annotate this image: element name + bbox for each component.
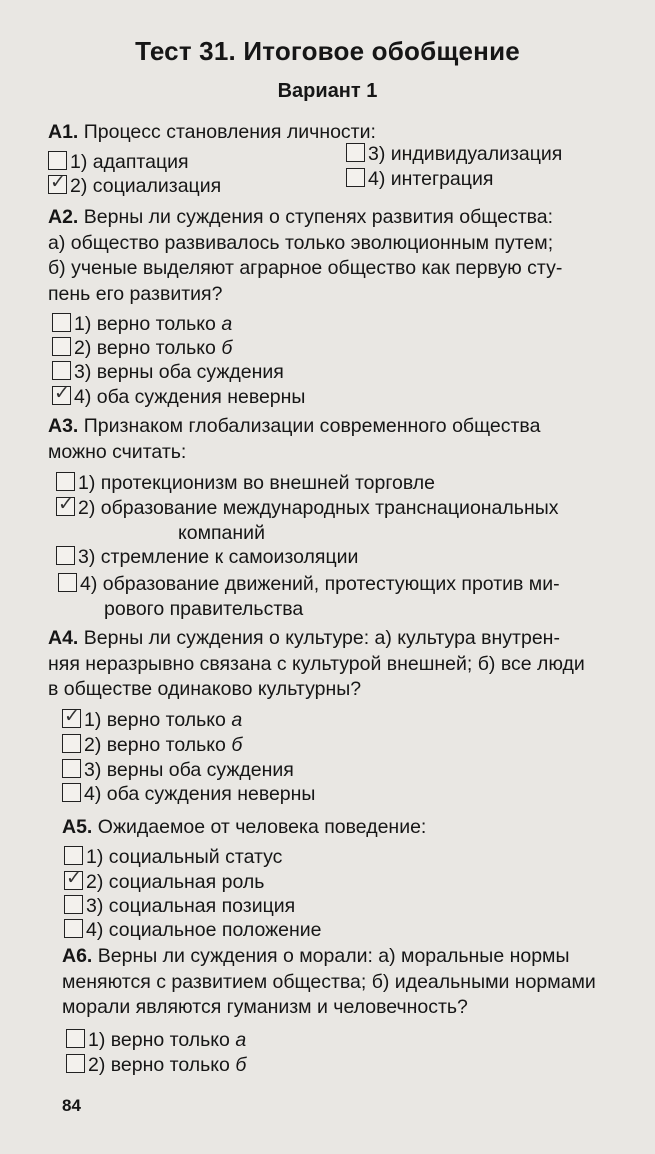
question-number: A2. (48, 206, 79, 228)
checkbox[interactable] (62, 783, 81, 802)
test-title: Тест 31. Итоговое обобщение (135, 36, 520, 66)
checkbox[interactable] (62, 759, 81, 778)
option-label: 2) верно только (84, 734, 232, 756)
question-number: A3. (48, 415, 79, 437)
option-a3-3[interactable] (56, 545, 358, 569)
option-a1-3[interactable] (346, 142, 562, 166)
option-label: 1) верно только (74, 313, 222, 335)
option-label: 3) верны оба суждения (74, 361, 284, 383)
question-number: A1. (48, 121, 79, 143)
option-a4-4[interactable] (62, 782, 315, 806)
option-label: 1) верно только (84, 709, 232, 731)
option-label: 2) верно только (88, 1054, 236, 1076)
question-a6 (62, 944, 637, 1021)
question-a3 (48, 414, 633, 465)
option-label-italic: б (221, 337, 233, 359)
question-text: меняются с развитием общества; б) идеальными нормами (62, 970, 596, 993)
option-a4-3[interactable] (62, 758, 294, 782)
option-a1-1[interactable] (48, 150, 189, 174)
option-label: 1) адаптация (70, 151, 189, 173)
option-label: 4) интеграция (368, 168, 494, 190)
option-a3-2[interactable] (56, 496, 558, 520)
option-label: 4) оба суждения неверны (74, 386, 306, 408)
option-a2-4[interactable] (52, 385, 305, 409)
checkbox[interactable] (64, 846, 83, 865)
checkbox[interactable] (52, 361, 71, 380)
option-label: 2) социализация (70, 175, 222, 197)
question-text: пень его развития? (48, 282, 223, 305)
question-number: A5. (62, 816, 93, 838)
checkbox-checked[interactable] (62, 709, 81, 728)
checkbox[interactable] (56, 546, 75, 565)
variant-label: Вариант 1 (277, 80, 378, 102)
option-a5-1[interactable] (64, 845, 282, 869)
checkbox-checked[interactable] (56, 497, 75, 516)
checkbox[interactable] (66, 1029, 85, 1048)
checkbox[interactable] (346, 168, 365, 187)
option-a4-1[interactable] (62, 708, 242, 732)
option-label: 3) социальная позиция (86, 895, 296, 917)
option-a3-2-continuation: компаний (178, 522, 265, 544)
option-a2-3[interactable] (52, 360, 284, 384)
option-label-italic: б (231, 734, 243, 756)
option-label: 3) верны оба суждения (84, 759, 294, 781)
checkbox[interactable] (62, 734, 81, 753)
option-label-italic: б (235, 1054, 247, 1076)
option-a5-3[interactable] (64, 894, 295, 918)
option-label-italic: а (221, 313, 233, 335)
checkbox[interactable] (52, 337, 71, 356)
question-text: морали являются гуманизм и человечность? (62, 996, 468, 1018)
option-a5-2[interactable] (64, 870, 264, 894)
question-text: в обществе одинаково культурны? (48, 678, 362, 700)
option-a2-1[interactable] (52, 312, 232, 336)
option-label: 4) социальное положение (86, 919, 322, 941)
checkbox[interactable] (346, 143, 365, 162)
option-label: 4) образование движений, протестующих против ми- (80, 573, 560, 595)
option-a3-4-continuation: рового правительства (104, 598, 304, 620)
checkbox[interactable] (48, 151, 67, 170)
option-a3-1[interactable] (56, 471, 435, 495)
question-text: Процесс становления личности: (78, 121, 376, 143)
option-label: 3) индивидуализация (368, 143, 563, 165)
page-number: 84 (62, 1096, 81, 1115)
checkbox[interactable] (64, 919, 83, 938)
question-number: A4. (48, 627, 79, 649)
checkbox-checked[interactable] (52, 386, 71, 405)
question-a5 (62, 815, 647, 841)
question-text: Ожидаемое от человека поведение: (92, 816, 427, 838)
option-label: 1) верно только (88, 1029, 236, 1051)
option-a2-2[interactable] (52, 336, 232, 360)
option-label: 3) стремление к самоизоляции (78, 546, 359, 568)
option-label: 1) социальный статус (86, 846, 283, 868)
option-a6-2[interactable] (66, 1053, 246, 1077)
question-a2 (48, 205, 633, 307)
option-label: 1) протекционизм во внешней торговле (78, 472, 436, 494)
option-a4-2[interactable] (62, 733, 242, 757)
checkbox[interactable] (66, 1054, 85, 1073)
checkbox-checked[interactable] (64, 871, 83, 890)
question-text: Верны ли суждения о культуре: а) культура внутрен- (78, 627, 560, 649)
option-a1-2[interactable] (48, 174, 221, 198)
checkbox[interactable] (56, 472, 75, 491)
option-a6-1[interactable] (66, 1028, 246, 1052)
option-a3-4[interactable] (58, 572, 560, 596)
option-label-italic: а (235, 1029, 247, 1051)
option-label-italic: а (231, 709, 243, 731)
option-label: 4) оба суждения неверны (84, 783, 316, 805)
question-text: Признаком глобализации современного общества (78, 415, 541, 437)
question-text: а) общество развивалось только эволюционным путем; (48, 231, 554, 254)
question-text: няя неразрывно связана с культурой внешней; б) все люди (48, 652, 585, 675)
option-label: 2) социальная роль (86, 871, 265, 893)
option-a1-4[interactable] (346, 167, 493, 191)
checkbox[interactable] (52, 313, 71, 332)
question-a4 (48, 626, 633, 703)
option-label: 2) верно только (74, 337, 222, 359)
question-text: можно считать: (48, 440, 187, 463)
option-label: 2) образование международных транснациональных (78, 497, 559, 519)
question-text: Верны ли суждения о морали: а) моральные нормы (92, 945, 570, 967)
question-number: A6. (62, 945, 93, 967)
question-text: Верны ли суждения о ступенях развития общества: (78, 206, 554, 228)
question-text: б) ученые выделяют аграрное общество как первую сту- (48, 257, 563, 279)
checkbox-checked[interactable] (48, 175, 67, 194)
checkbox[interactable] (58, 573, 77, 592)
option-a5-4[interactable] (64, 918, 322, 942)
checkbox[interactable] (64, 895, 83, 914)
